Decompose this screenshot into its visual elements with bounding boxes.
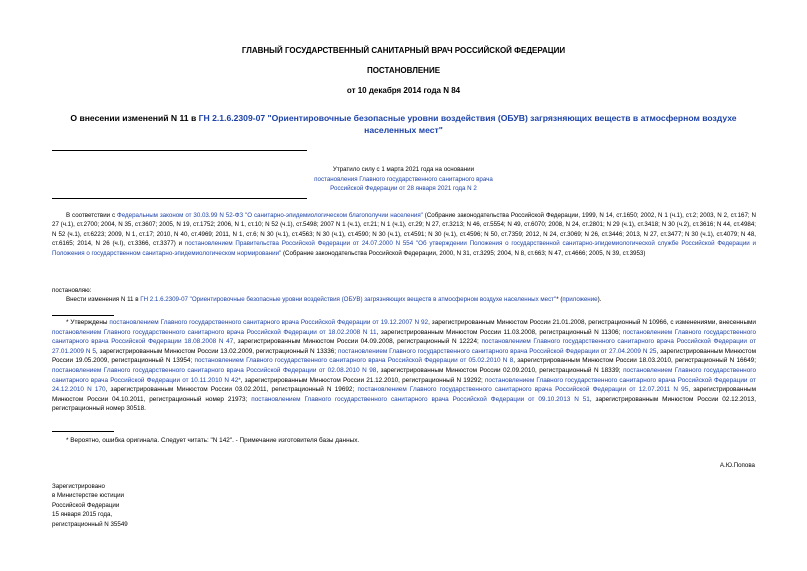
- resolution-link[interactable]: постановлением Главного государственного санитарного врача Российской Федерации от 24.12.2010 N 170: [52, 376, 756, 394]
- registration-line: регистрационный N 35549: [52, 520, 128, 528]
- registration-line: Российской Федерации: [52, 501, 120, 509]
- status-note: Утратило силу с 1 марта 2021 года на основании: [332, 166, 475, 173]
- decree-intro: Внести изменения N 11 в: [66, 296, 141, 303]
- government-decree-link[interactable]: постановлением Правительства Российской Федерации от 24.07.2000 N 554 "Об утверждении Положения о государственной санитарно-эпидемиологической службе Российской Федерации и Положения о государственном санитарно-эпидемиологическом нормировании": [52, 240, 756, 257]
- document-title: [60, 112, 747, 136]
- footnote-text: , зарегистрированным Минюстом России 04.09.2008, регистрационный N 12224;: [233, 338, 482, 346]
- registration-line: Зарегистрировано: [52, 483, 105, 490]
- resolution-link[interactable]: постановлением Главного государственного санитарного врача Российской Федерации от 02.08.2010 N 98: [52, 366, 377, 374]
- resolution-link[interactable]: постановлением Главного государственного санитарного врача Российской Федерации от 19.12.2007 N 92: [109, 319, 429, 326]
- footnote-mark: *: [556, 296, 559, 303]
- footnote-rule: [52, 315, 114, 316]
- status-block: [250, 165, 557, 194]
- document-type: ПОСТАНОВЛЕНИЕ: [366, 66, 441, 75]
- resolution-link[interactable]: постановлением Главного государственного санитарного врача Российской Федерации от 09.10.2013 N 51: [251, 395, 590, 403]
- title-gn-link-cont[interactable]: населенных мест": [364, 125, 443, 135]
- decree-gn-link[interactable]: ГН 2.1.6.2309-07 "Ориентировочные безопасные уровни воздействия (ОБУВ) загрязняющих веществ в атмосферном воздухе населенных мест": [140, 296, 557, 303]
- decree-mid: (: [558, 296, 563, 303]
- registration-line: в Министерстве юстиции: [52, 492, 125, 500]
- decree-paragraph: [66, 295, 756, 304]
- federal-law-sources: (Собрание законодательства Российской Федерации, 1999, N 14, ст.1650; 2002, N 1 (ч.1), ст.2; 2003, N 2, ст.167; N 27 (ч.1), ст.2700; 2004, N 35, ст.3607; 2005, N 19, ст.1752; 2006, N 1, ст.10; N 52 (ч.1), ст.5498; 2007 N 1 (ч.1), ст.21; N 1 (ч.1), ст.29; N 27, ст.3213; N 46, ст.5554; N 49, ст.6070; 2008, N 24, ст.2801; N 29 (ч.1), ст.3418; N 30 (ч.2), ст.3616; N 44, ст.4984; N 52 (ч.1), ст.6223; 2009, N 1, ст.17; 2010, N 40, ст.4969; 2011, N 1, ст.6; N 30 (ч.1), ст.4563; N 30 (ч.1), ст.4590; N 30 (ч.1), ст.4591; N 30 (ч.1), ст.4596; N 50, ст.7359; 2012, N 24, ст.3069; N 26, ст.3446; 2013, N 27, ст.3477; N 30 (ч.1), ст.4079; N 48, ст.6165; 2014, N 26 (ч.I), ст.3366, ст.3377) и: [52, 212, 757, 248]
- footnote-text: , зарегистрированным Минюстом России 21.01.2008, регистрационный N 10966, с изменениями, внесенными: [428, 319, 757, 326]
- footnote-erratum: * Вероятно, ошибка оригинала. Следует читать: "N 142". - Примечание изготовителя базы данных.: [66, 437, 360, 444]
- footnote-rule: [52, 431, 114, 432]
- status-link-cont[interactable]: Российской Федерации от 28 января 2021 года N 2: [330, 185, 477, 192]
- footnote-approval: [52, 318, 756, 414]
- registration-block: [52, 482, 128, 529]
- title-gn-link[interactable]: ГН 2.1.6.2309-07 "Ориентировочные безопасные уровни воздействия (ОБУВ) загрязняющих веществ в атмосферном воздухе: [198, 113, 737, 123]
- resolution-link[interactable]: постановлением Главного государственного санитарного врача Российской Федерации от 27.01.2009 N 5: [52, 338, 756, 355]
- annex-link[interactable]: приложение: [562, 296, 598, 303]
- signatory: А.Ю.Попова: [719, 462, 755, 469]
- resolution-link[interactable]: постановлением Главного государственного санитарного врача Российской Федерации от 27.04.2009 N 25: [337, 347, 657, 355]
- resolution-link[interactable]: постановлением Главного государственного санитарного врача Российской Федерации от 18.02.2008 N 11: [52, 328, 377, 336]
- footnote-text: , зарегистрированным Минюстом России 11.03.2008, регистрационный N 11306;: [376, 328, 623, 336]
- footnote-text: , зарегистрированным Минюстом России 13.02.2009, регистрационный N 13336;: [95, 347, 338, 355]
- footnote-text: , зарегистрированным Минюстом России 04.10.2011, регистрационный номер 21973;: [52, 386, 756, 403]
- resolution-link[interactable]: постановлением Главного государственного санитарного врача Российской Федерации от 05.02.2010 N 8: [194, 357, 514, 365]
- basis-paragraph: [52, 211, 756, 258]
- registration-line: 15 января 2015 года,: [52, 511, 113, 519]
- footnote-text: , зарегистрированным Минюстом России 21.12.2010, регистрационный N 19292;: [240, 376, 485, 384]
- footnote-text: , зарегистрированным Минюстом России 19.05.2009, регистрационный N 13954;: [52, 347, 756, 365]
- status-link[interactable]: постановления Главного государственного санитарного врача: [314, 175, 493, 183]
- decree-label: постановляю:: [52, 287, 92, 294]
- decree-end: ).: [597, 296, 602, 303]
- footnote-text: , зарегистрированным Минюстом России 03.02.2011, регистрационный N 19692;: [105, 386, 358, 394]
- footnote-text: , зарегистрированным Минюстом России 02.12.2013, регистрационный номер 30518.: [52, 395, 756, 413]
- basis-intro: В соответствии с: [66, 212, 118, 219]
- resolution-link[interactable]: постановлением Главного государственного санитарного врача Российской Федерации 18.08.2008 N 47: [52, 328, 757, 346]
- resolution-link[interactable]: постановлением Главного государственного санитарного врача Российской Федерации от 12.07.2011 N 95: [357, 386, 689, 394]
- separator-rule: [52, 198, 307, 199]
- title-prefix: О внесении изменений N 11 в: [70, 113, 199, 123]
- federal-law-link[interactable]: Федеральным законом от 30.03.99 N 52-ФЗ "О санитарно-эпидемиологическом благополучии населения": [117, 212, 423, 219]
- footnote-text: * Утверждены: [66, 319, 110, 326]
- resolution-link[interactable]: постановлением Главного государственного санитарного врача Российской Федерации от 10.11.2010 N 42*: [52, 366, 756, 384]
- footnote-text: , зарегистрированным Минюстом России 18.03.2010, регистрационный N 16649;: [513, 357, 756, 365]
- separator-rule: [52, 150, 307, 151]
- document-date: от 10 декабря 2014 года N 84: [346, 86, 461, 95]
- footnote-text: , зарегистрированным Минюстом России 02.09.2010, регистрационный N 18339;: [376, 366, 624, 374]
- government-decree-sources: (Собрание законодательства Российской Федерации, 2000, N 31, ст.3295; 2004, N 8, ст.663; N 47, ст.4666; 2005, N 39, ст.3953): [281, 249, 646, 257]
- issuing-authority: ГЛАВНЫЙ ГОСУДАРСТВЕННЫЙ САНИТАРНЫЙ ВРАЧ РОССИЙСКОЙ ФЕДЕРАЦИИ: [241, 46, 566, 55]
